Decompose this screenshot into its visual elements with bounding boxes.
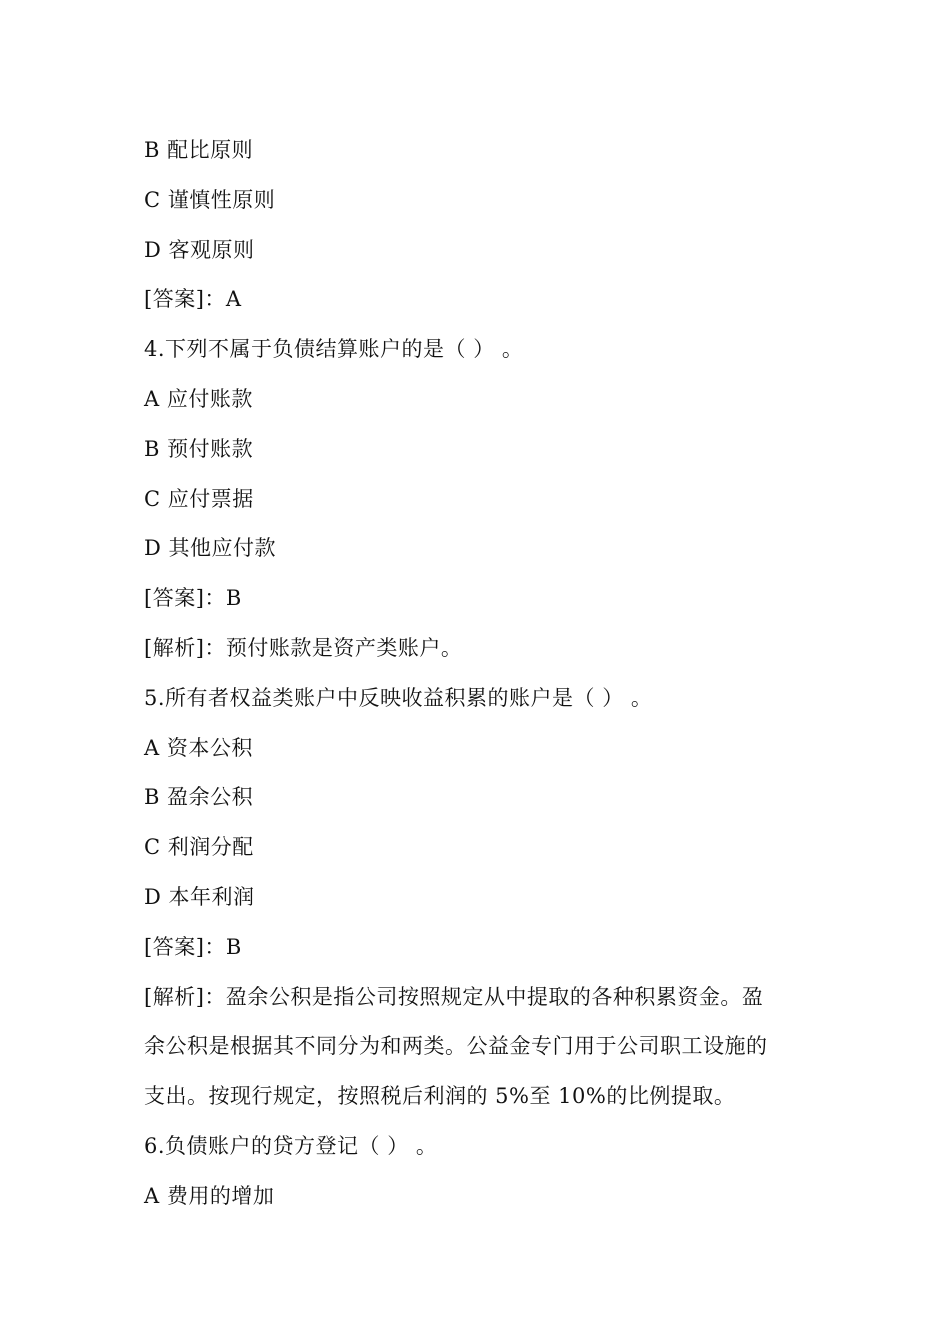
option-a-q4: A 应付账款 xyxy=(144,386,253,411)
explanation-q5-line-3: 支出。按现行规定，按照税后利润的 5%至 10%的比例提取。 xyxy=(144,1084,736,1109)
option-c-q4: C 应付票据 xyxy=(144,486,254,511)
option-a-q6: A 费用的增加 xyxy=(144,1183,275,1208)
question-6: 6.负债账户的贷方登记（ ） 。 xyxy=(144,1133,438,1158)
explanation-q4: [解析]：预付账款是资产类账户。 xyxy=(144,635,463,660)
question-5: 5.所有者权益类账户中反映收益积累的账户是（ ） 。 xyxy=(144,685,653,710)
option-d-q3: D 客观原则 xyxy=(144,237,255,262)
answer-q5: [答案]：B xyxy=(144,934,242,959)
option-b-q3: B 配比原则 xyxy=(144,138,254,162)
answer-q4: [答案]：B xyxy=(144,586,242,611)
explanation-q5-line-2: 余公积是根据其不同分为和两类。公益金专门用于公司职工设施的 xyxy=(144,1034,768,1059)
explanation-q5-line-1: [解析]：盈余公积是指公司按照规定从中提取的各种积累资金。盈 xyxy=(144,984,764,1009)
question-4: 4.下列不属于负债结算账户的是（ ） 。 xyxy=(144,337,524,362)
option-d-q4: D 其他应付款 xyxy=(144,536,277,561)
option-d-q5: D 本年利润 xyxy=(144,884,255,909)
option-b-q4: B 预付账款 xyxy=(144,436,254,461)
option-c-q3: C 谨慎性原则 xyxy=(144,187,276,212)
document-body xyxy=(144,126,804,1222)
answer-q3: [答案]：A xyxy=(144,287,242,312)
option-a-q5: A 资本公积 xyxy=(144,735,253,760)
option-c-q5: C 利润分配 xyxy=(144,835,254,860)
option-b-q5: B 盈余公积 xyxy=(144,785,254,810)
